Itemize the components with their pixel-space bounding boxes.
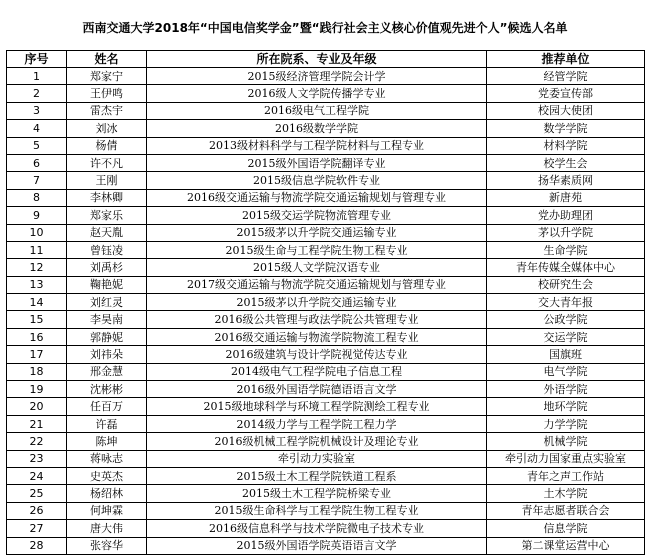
- cell-no: 9: [7, 207, 67, 224]
- cell-no: 16: [7, 328, 67, 345]
- header-unit: 推荐单位: [487, 51, 645, 68]
- cell-no: 8: [7, 189, 67, 206]
- cell-no: 6: [7, 154, 67, 171]
- cell-unit: 青年之声工作站: [487, 467, 645, 484]
- cell-major: 2015级地球科学与环境工程学院测绘工程专业: [147, 398, 487, 415]
- cell-name: 鞠艳妮: [67, 276, 147, 293]
- cell-major: 2015级经济管理学院会计学: [147, 68, 487, 85]
- cell-name: 刘禹杉: [67, 259, 147, 276]
- table-row: [7, 241, 645, 258]
- cell-name: 唐大伟: [67, 520, 147, 537]
- cell-no: 12: [7, 259, 67, 276]
- cell-no: 4: [7, 120, 67, 137]
- cell-unit: 扬华素质网: [487, 172, 645, 189]
- cell-unit: 电气学院: [487, 363, 645, 380]
- cell-unit: 校园大使团: [487, 102, 645, 119]
- table-header-row: [7, 51, 645, 68]
- cell-unit: 第二课堂运营中心: [487, 537, 645, 554]
- table-row: [7, 294, 645, 311]
- cell-unit: 牵引动力国家重点实验室: [487, 450, 645, 467]
- cell-name: 李林卿: [67, 189, 147, 206]
- cell-name: 张容华: [67, 537, 147, 554]
- cell-no: 23: [7, 450, 67, 467]
- document-title: 西南交通大学2018年“中国电信奖学金”暨“践行社会主义核心价值观先进个人”候选人名单: [82, 21, 568, 35]
- cell-unit: 公政学院: [487, 311, 645, 328]
- cell-name: 雷杰宇: [67, 102, 147, 119]
- cell-no: 10: [7, 224, 67, 241]
- table-row: [7, 102, 645, 119]
- header-name: 姓名: [67, 51, 147, 68]
- table-row: [7, 537, 645, 554]
- cell-name: 赵天胤: [67, 224, 147, 241]
- cell-name: 沈彬彬: [67, 381, 147, 398]
- cell-no: 28: [7, 537, 67, 554]
- cell-name: 刘红灵: [67, 294, 147, 311]
- cell-major: 2015级土木工程学院桥梁专业: [147, 485, 487, 502]
- table-row: [7, 259, 645, 276]
- cell-no: 19: [7, 381, 67, 398]
- cell-unit: 土木学院: [487, 485, 645, 502]
- table-row: [7, 172, 645, 189]
- table-row: [7, 189, 645, 206]
- table-row: [7, 502, 645, 519]
- cell-no: 20: [7, 398, 67, 415]
- table-row: [7, 68, 645, 85]
- cell-unit: 党办助理团: [487, 207, 645, 224]
- cell-major: 2015级外国语学院英语语言文学: [147, 537, 487, 554]
- cell-unit: 青年志愿者联合会: [487, 502, 645, 519]
- cell-major: 2016级人文学院传播学专业: [147, 85, 487, 102]
- cell-major: 2017级交通运输与物流学院交通运输规划与管理专业: [147, 276, 487, 293]
- cell-major: 2016级机械工程学院机械设计及理论专业: [147, 433, 487, 450]
- table-row: [7, 120, 645, 137]
- cell-no: 3: [7, 102, 67, 119]
- cell-unit: 国旗班: [487, 346, 645, 363]
- cell-unit: 青年传媒全媒体中心: [487, 259, 645, 276]
- cell-no: 15: [7, 311, 67, 328]
- header-no: 序号: [7, 51, 67, 68]
- table-body: [7, 68, 645, 555]
- cell-major: 2016级公共管理与政法学院公共管理专业: [147, 311, 487, 328]
- cell-major: 2016级数学学院: [147, 120, 487, 137]
- cell-major: 2016级建筑与设计学院视觉传达专业: [147, 346, 487, 363]
- cell-unit: 新唐苑: [487, 189, 645, 206]
- cell-major: 2015级生命与工程学院生物工程专业: [147, 241, 487, 258]
- cell-name: 郑家宁: [67, 68, 147, 85]
- cell-no: 13: [7, 276, 67, 293]
- table-row: [7, 415, 645, 432]
- cell-unit: 生命学院: [487, 241, 645, 258]
- cell-no: 22: [7, 433, 67, 450]
- cell-unit: 校研究生会: [487, 276, 645, 293]
- cell-unit: 数学学院: [487, 120, 645, 137]
- cell-major: 2016级外国语学院德语语言文学: [147, 381, 487, 398]
- cell-name: 杨倩: [67, 137, 147, 154]
- cell-name: 郭静妮: [67, 328, 147, 345]
- cell-no: 24: [7, 467, 67, 484]
- cell-unit: 交运学院: [487, 328, 645, 345]
- cell-name: 李昊南: [67, 311, 147, 328]
- cell-no: 2: [7, 85, 67, 102]
- header-major: 所在院系、专业及年级: [147, 51, 487, 68]
- cell-no: 11: [7, 241, 67, 258]
- table-row: [7, 520, 645, 537]
- cell-no: 5: [7, 137, 67, 154]
- cell-no: 17: [7, 346, 67, 363]
- cell-unit: 交大青年报: [487, 294, 645, 311]
- cell-major: 牵引动力实验室: [147, 450, 487, 467]
- cell-unit: 材料学院: [487, 137, 645, 154]
- table-row: [7, 137, 645, 154]
- cell-no: 7: [7, 172, 67, 189]
- table-row: [7, 207, 645, 224]
- cell-name: 何坤霖: [67, 502, 147, 519]
- cell-no: 25: [7, 485, 67, 502]
- cell-major: 2015级茅以升学院交通运输专业: [147, 224, 487, 241]
- cell-major: 2014级电气工程学院电子信息工程: [147, 363, 487, 380]
- cell-name: 邢金慧: [67, 363, 147, 380]
- table-row: [7, 224, 645, 241]
- cell-unit: 力学学院: [487, 415, 645, 432]
- table-row: [7, 311, 645, 328]
- cell-major: 2016级电气工程学院: [147, 102, 487, 119]
- cell-name: 刘祎朵: [67, 346, 147, 363]
- table-row: [7, 346, 645, 363]
- table-row: [7, 485, 645, 502]
- cell-unit: 外语学院: [487, 381, 645, 398]
- cell-major: 2015级人文学院汉语专业: [147, 259, 487, 276]
- cell-no: 27: [7, 520, 67, 537]
- cell-unit: 机械学院: [487, 433, 645, 450]
- cell-unit: 茅以升学院: [487, 224, 645, 241]
- cell-no: 1: [7, 68, 67, 85]
- cell-unit: 党委宣传部: [487, 85, 645, 102]
- table-row: [7, 381, 645, 398]
- cell-major: 2015级交运学院物流管理专业: [147, 207, 487, 224]
- cell-major: 2013级材料科学与工程学院材料与工程专业: [147, 137, 487, 154]
- cell-name: 杨绍林: [67, 485, 147, 502]
- cell-unit: 校学生会: [487, 154, 645, 171]
- table-row: [7, 433, 645, 450]
- cell-unit: 地环学院: [487, 398, 645, 415]
- table-row: [7, 328, 645, 345]
- cell-major: 2016级交通运输与物流学院交通运输规划与管理专业: [147, 189, 487, 206]
- cell-major: 2015级信息学院软件专业: [147, 172, 487, 189]
- cell-name: 蒋咏志: [67, 450, 147, 467]
- cell-no: 18: [7, 363, 67, 380]
- table-row: [7, 450, 645, 467]
- table-row: [7, 85, 645, 102]
- cell-major: 2016级交通运输与物流学院物流工程专业: [147, 328, 487, 345]
- table-row: [7, 154, 645, 171]
- table-row: [7, 398, 645, 415]
- cell-major: 2015级生命科学与工程学院生物工程专业: [147, 502, 487, 519]
- cell-name: 王伊鸣: [67, 85, 147, 102]
- cell-major: 2015级外国语学院翻译专业: [147, 154, 487, 171]
- table-row: [7, 363, 645, 380]
- cell-major: 2015级土木工程学院铁道工程系: [147, 467, 487, 484]
- candidate-table: [6, 50, 645, 555]
- cell-name: 任百万: [67, 398, 147, 415]
- cell-major: 2014级力学与工程学院工程力学: [147, 415, 487, 432]
- cell-no: 21: [7, 415, 67, 432]
- cell-unit: 经管学院: [487, 68, 645, 85]
- cell-unit: 信息学院: [487, 520, 645, 537]
- cell-major: 2016级信息科学与技术学院微电子技术专业: [147, 520, 487, 537]
- cell-name: 王刚: [67, 172, 147, 189]
- table-row: [7, 276, 645, 293]
- cell-name: 史英杰: [67, 467, 147, 484]
- cell-name: 许不凡: [67, 154, 147, 171]
- cell-name: 刘冰: [67, 120, 147, 137]
- cell-major: 2015级茅以升学院交通运输专业: [147, 294, 487, 311]
- cell-name: 郑家乐: [67, 207, 147, 224]
- table-row: [7, 467, 645, 484]
- cell-name: 陈坤: [67, 433, 147, 450]
- cell-name: 许磊: [67, 415, 147, 432]
- cell-no: 14: [7, 294, 67, 311]
- cell-no: 26: [7, 502, 67, 519]
- cell-name: 曾钰凌: [67, 241, 147, 258]
